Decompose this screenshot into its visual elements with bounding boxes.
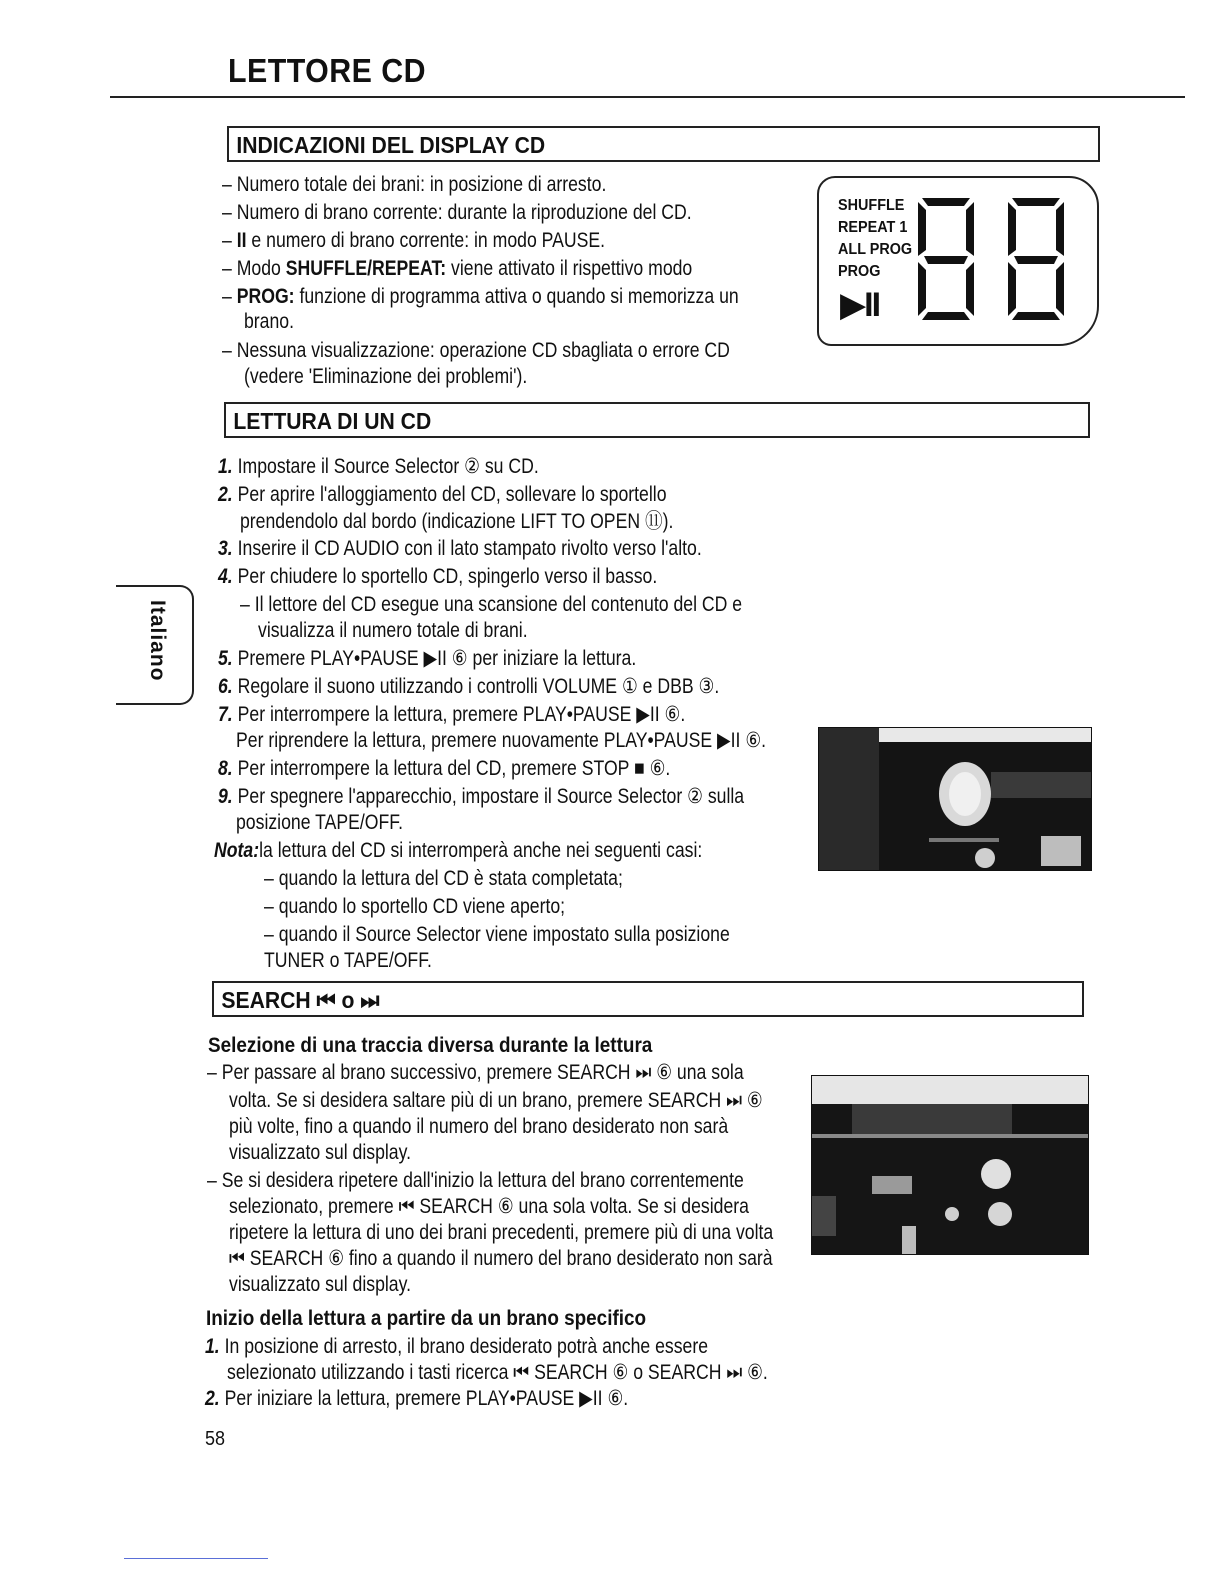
play-note-item-1: – quando la lettura del CD è stata completata; [264, 867, 623, 890]
search-step-1: 1. In posizione di arresto, il brano desiderato potrà anche essere [205, 1335, 709, 1358]
title-rule [110, 96, 1185, 98]
page-number: 58 [205, 1428, 226, 1450]
search-step-2: 2. Per iniziare la lettura, premere PLAY•PAUSE ▶II ⑥. [205, 1387, 629, 1410]
cd-player-photo-2 [811, 1075, 1089, 1255]
play-step-4: 4. Per chiudere lo sportello CD, spingerlo verso il basso. [218, 565, 658, 588]
section-play-heading: LETTURA DI UN CD [233, 408, 432, 434]
display-line-7: – Nessuna visualizzazione: operazione CD sbagliata o errore CD [222, 339, 730, 362]
search-subhead-1: Selezione di una traccia diversa durante la lettura [208, 1034, 653, 1057]
play-step-1: 1. Impostare il Source Selector ② su CD. [218, 455, 539, 478]
lcd-mode-labels [838, 195, 912, 283]
lcd-label-repeat: REPEAT 1 [838, 219, 908, 236]
section-display-box [227, 126, 1100, 162]
lcd-play-pause-icon: ▶II [840, 286, 880, 324]
play-note-item-3: – quando il Source Selector viene impostato sulla posizione [264, 923, 730, 946]
lcd-label-prog: PROG [838, 263, 881, 280]
play-note: Nota:la lettura del CD si interromperà anche nei seguenti casi: [214, 839, 703, 862]
search-line-3: più volte, fino a quando il numero del brano desiderato non sarà [229, 1115, 729, 1138]
lcd-digits-text: 88 [910, 190, 912, 191]
search-subhead-2: Inizio della lettura a partire da un brano specifico [206, 1307, 647, 1330]
search-line-9: visualizzato sul display. [229, 1273, 412, 1296]
search-line-2: volta. Se si desidera saltare più di un brano, premere SEARCH ⏭ ⑥ [229, 1089, 763, 1112]
play-step-6: 6. Regolare il suono utilizzando i controlli VOLUME ① e DBB ③. [218, 675, 720, 698]
search-line-4: visualizzato sul display. [229, 1141, 412, 1164]
play-step-9b: posizione TAPE/OFF. [236, 811, 404, 834]
play-step-7b: Per riprendere la lettura, premere nuovamente PLAY•PAUSE ▶II ⑥. [236, 729, 767, 752]
display-line-8: (vedere 'Eliminazione dei problemi'). [244, 365, 528, 388]
lcd-seven-segment-digits [910, 190, 1090, 330]
search-line-7: ripetere la lettura di uno dei brani precedenti, premere più di una volta [229, 1221, 774, 1244]
play-step-8: 8. Per interrompere la lettura del CD, premere STOP ■ ⑥. [218, 757, 671, 780]
display-line-6: brano. [244, 310, 295, 333]
display-line-2: – Numero di brano corrente: durante la riproduzione del CD. [222, 201, 692, 224]
section-play-box [224, 402, 1090, 438]
footer-underline [124, 1558, 268, 1559]
display-line-4: – Modo SHUFFLE/REPEAT: viene attivato il rispettivo modo [222, 257, 693, 280]
section-display-heading: INDICAZIONI DEL DISPLAY CD [236, 132, 546, 158]
play-step-4b: – Il lettore del CD esegue una scansione del contenuto del CD e [240, 593, 743, 616]
play-step-2: 2. Per aprire l'alloggiamento del CD, sollevare lo sportello [218, 483, 667, 506]
display-line-3: – II e numero di brano corrente: in modo PAUSE. [222, 229, 606, 252]
display-line-1: – Numero totale dei brani: in posizione di arresto. [222, 173, 607, 196]
lcd-label-shuffle: SHUFFLE [838, 197, 905, 214]
section-search-heading: SEARCH ⏮ o ⏭ [221, 987, 380, 1013]
play-step-4c: visualizza il numero totale di brani. [258, 619, 528, 642]
section-search-box [212, 981, 1084, 1017]
display-line-5: – PROG: funzione di programma attiva o quando si memorizza un [222, 285, 739, 308]
search-step-1b: selezionato utilizzando i tasti ricerca ⏮ SEARCH ⑥ o SEARCH ⏭ ⑥. [227, 1361, 768, 1384]
lcd-label-allprog: ALL PROG [838, 241, 913, 258]
search-line-8: ⏮ SEARCH ⑥ fino a quando il numero del brano desiderato non sarà [229, 1247, 773, 1270]
search-line-6: selezionato, premere ⏮ SEARCH ⑥ una sola volta. Se si desidera [229, 1195, 749, 1218]
play-note-item-4: TUNER o TAPE/OFF. [264, 949, 432, 972]
search-line-5: – Se si desidera ripetere dall'inizio la lettura del brano correntemente [207, 1169, 744, 1192]
play-step-3: 3. Inserire il CD AUDIO con il lato stampato rivolto verso l'alto. [218, 537, 702, 560]
page-title: LETTORE CD [228, 52, 427, 89]
play-step-2b: prendendolo dal bordo (indicazione LIFT TO OPEN ⑪). [240, 510, 674, 533]
search-line-1: – Per passare al brano successivo, premere SEARCH ⏭ ⑥ una sola [207, 1061, 744, 1084]
play-note-item-2: – quando lo sportello CD viene aperto; [264, 895, 566, 918]
cd-player-photo-1 [818, 727, 1092, 871]
language-side-tab-label: Italiano [146, 600, 169, 682]
play-step-9: 9. Per spegnere l'apparecchio, impostare il Source Selector ② sulla [218, 785, 745, 808]
play-step-7: 7. Per interrompere la lettura, premere PLAY•PAUSE ▶II ⑥. [218, 703, 686, 726]
play-step-5: 5. Premere PLAY•PAUSE ▶II ⑥ per iniziare la lettura. [218, 647, 637, 670]
